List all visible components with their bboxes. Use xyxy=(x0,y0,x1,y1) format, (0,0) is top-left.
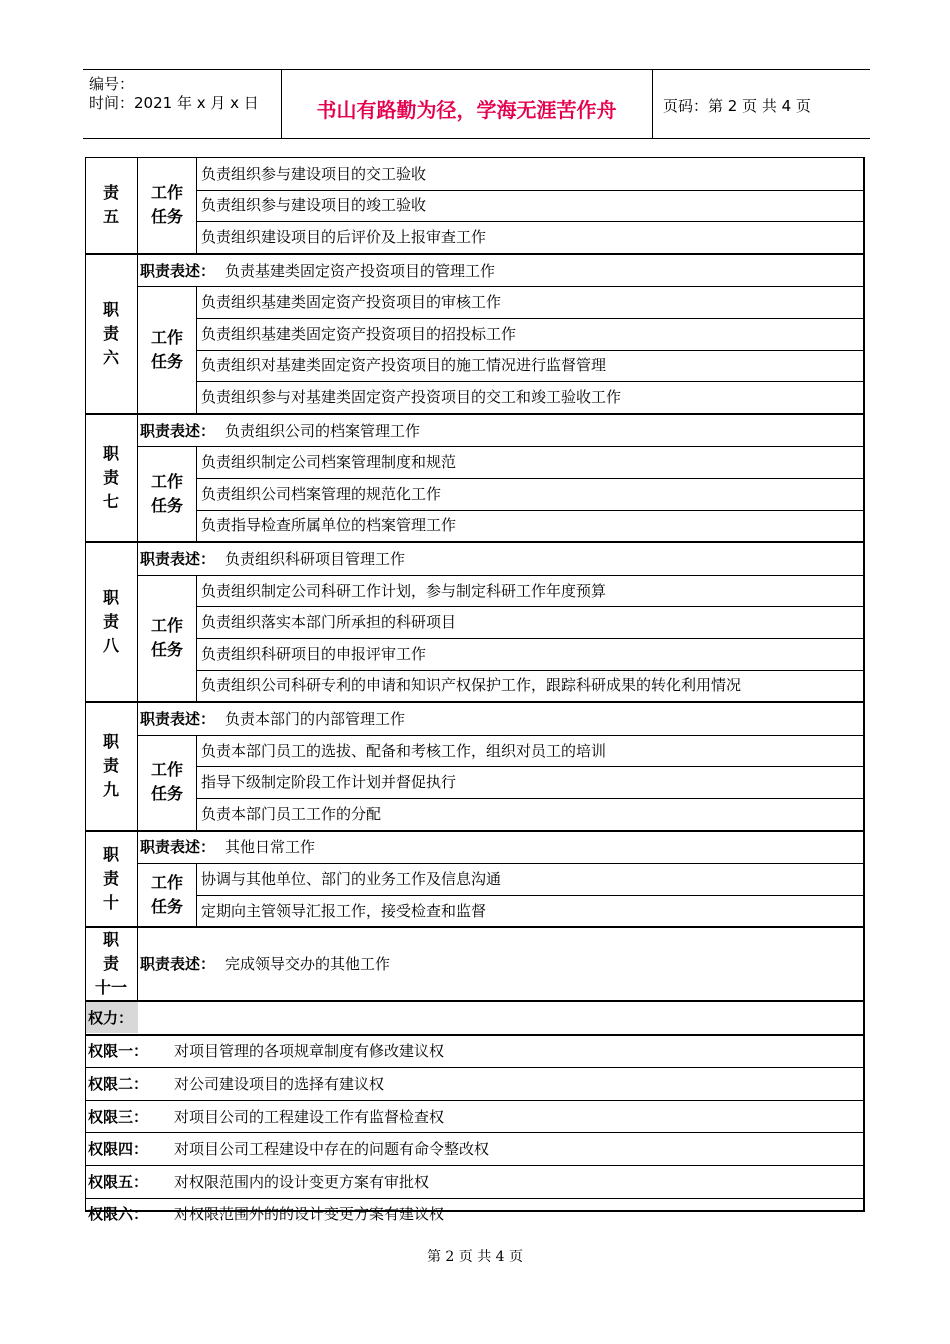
duty-name-char: 责 xyxy=(102,468,119,487)
statement-label: 职责表述： xyxy=(140,710,216,728)
duty-name-char: 职 xyxy=(102,299,119,319)
task-item: 负责组织制定公司档案管理制度和规范 xyxy=(201,453,457,472)
duty-name xyxy=(86,181,136,229)
table-rule xyxy=(196,766,864,767)
task-label-line: 工作 xyxy=(150,471,183,491)
task-item: 负责组织基建类固定资产投资项目的招投标工作 xyxy=(201,324,517,343)
duty-name xyxy=(86,298,136,370)
table-rule xyxy=(196,510,864,511)
task-label-line: 工作 xyxy=(150,327,183,347)
table-rule xyxy=(196,638,864,639)
duty-statement: 完成领导交办的其他工作 xyxy=(225,955,391,974)
task-item: 负责组织公司科研专利的申请和知识产权保护工作，跟踪科研成果的转化利用情况 xyxy=(201,676,742,695)
table-rule xyxy=(196,221,864,222)
table-rule xyxy=(86,413,864,415)
duty-name-char: 职 xyxy=(102,444,119,463)
duty-name-char: 十一 xyxy=(94,978,127,998)
duty-statement: 负责本部门的内部管理工作 xyxy=(225,710,406,728)
task-label-line: 任务 xyxy=(150,784,183,804)
table-rule xyxy=(86,1034,864,1036)
task-item: 负责组织参与建设项目的交工验收 xyxy=(201,164,427,183)
duty-name-char: 五 xyxy=(102,207,119,227)
table-rule xyxy=(196,798,864,799)
table-rule xyxy=(196,318,864,319)
table-rule xyxy=(86,1132,864,1133)
doc-number-label: 编号： xyxy=(89,75,135,93)
duty-name-char: 责 xyxy=(102,756,119,776)
duty-name-char: 责 xyxy=(102,869,119,888)
statement-label: 职责表述： xyxy=(140,838,216,857)
header-motto-cell xyxy=(281,70,653,138)
task-item: 负责组织参与建设项目的竣工验收 xyxy=(201,196,427,215)
power-text: 对项目公司工程建设中存在的问题有命令整改权 xyxy=(174,1140,490,1159)
task-label xyxy=(138,758,196,806)
duty-name-char: 六 xyxy=(102,347,119,367)
duty-name xyxy=(86,928,136,1000)
power-label: 权限一： xyxy=(88,1042,149,1061)
task-item: 负责组织科研项目的申报评审工作 xyxy=(201,644,427,663)
table-rule xyxy=(196,478,864,479)
duty-statement: 其他日常工作 xyxy=(225,838,316,857)
power-text: 对权限范围外的的设计变更方案有建议权 xyxy=(174,1205,445,1224)
task-item: 负责指导检查所属单位的档案管理工作 xyxy=(201,516,457,535)
header-page-cell xyxy=(653,70,870,138)
task-label xyxy=(138,614,196,662)
power-label: 权限二： xyxy=(88,1075,149,1093)
task-item: 定期向主管领导汇报工作，接受检查和监督 xyxy=(201,901,487,920)
power-label: 权限五： xyxy=(88,1172,149,1191)
task-label xyxy=(138,326,196,374)
power-label: 权限三： xyxy=(88,1107,149,1126)
duty-name-char: 责 xyxy=(102,612,119,632)
power-text: 对权限范围内的设计变更方案有审批权 xyxy=(174,1172,430,1191)
task-item: 负责组织公司档案管理的规范化工作 xyxy=(201,484,442,503)
table-rule xyxy=(86,253,864,255)
doc-time-label: 时间：2021 年 x 月 x 日 xyxy=(89,94,259,112)
table-rule xyxy=(137,575,864,576)
task-label xyxy=(138,470,196,518)
power-label: 权限四： xyxy=(88,1140,149,1159)
powers-title: 权力： xyxy=(88,1008,134,1027)
duty-statement: 负责组织公司的档案管理工作 xyxy=(225,421,421,440)
duty-name-char: 职 xyxy=(102,845,119,864)
duty-table xyxy=(85,157,865,1224)
task-item: 指导下级制定阶段工作计划并督促执行 xyxy=(201,773,457,792)
statement-label: 职责表述： xyxy=(140,955,216,974)
power-text: 对项目管理的各项规章制度有修改建议权 xyxy=(174,1042,445,1061)
task-item: 负责组织建设项目的后评价及上报审查工作 xyxy=(201,228,487,246)
table-rule xyxy=(196,350,864,351)
task-item: 负责组织制定公司科研工作计划，参与制定科研工作年度预算 xyxy=(201,581,607,600)
motto-text: 书山有路勤为径，学海无涯苦作舟 xyxy=(316,98,617,122)
duty-name xyxy=(86,586,136,658)
table-rule xyxy=(86,541,864,543)
statement-label: 职责表述： xyxy=(140,261,216,280)
table-rule xyxy=(86,830,864,832)
statement-label: 职责表述： xyxy=(140,421,216,440)
duty-statement: 负责基建类固定资产投资项目的管理工作 xyxy=(225,261,496,280)
table-rule xyxy=(86,1067,864,1068)
task-label-line: 工作 xyxy=(150,872,183,892)
table-rule xyxy=(86,701,864,703)
duty-name-char: 责 xyxy=(102,323,119,343)
page-header xyxy=(83,69,870,139)
task-label xyxy=(138,871,196,919)
duty-name-char: 八 xyxy=(102,636,119,656)
statement-label: 职责表述： xyxy=(140,550,216,568)
table-rule xyxy=(86,926,864,928)
table-rule xyxy=(196,895,864,896)
duty-name-char: 十 xyxy=(102,893,119,912)
duty-name-char: 职 xyxy=(102,930,119,950)
header-info-cell xyxy=(83,70,282,138)
table-rule xyxy=(86,1100,864,1101)
duty-name xyxy=(86,442,136,514)
task-label-line: 工作 xyxy=(150,183,183,203)
duty-name xyxy=(86,843,136,915)
page-footer: 第 2 页 共 4 页 xyxy=(426,1249,524,1265)
page-number-label: 页码：第 2 页 共 4 页 xyxy=(663,97,811,115)
table-rule xyxy=(137,446,864,447)
power-text: 对公司建设项目的选择有建议权 xyxy=(174,1075,385,1093)
task-label-line: 任务 xyxy=(150,896,183,916)
duty-name-char: 职 xyxy=(102,588,119,608)
task-label-line: 任务 xyxy=(150,207,183,227)
task-item: 负责组织对基建类固定资产投资项目的施工情况进行监督管理 xyxy=(201,356,607,375)
table-rule xyxy=(86,1198,864,1199)
duty-name-char: 责 xyxy=(102,183,119,203)
task-label-line: 任务 xyxy=(150,495,183,515)
task-item: 负责本部门员工工作的分配 xyxy=(201,804,382,823)
table-rule xyxy=(196,381,864,382)
duty-name-char: 七 xyxy=(102,492,119,511)
duty-name-char: 职 xyxy=(102,732,119,752)
table-rule xyxy=(196,446,197,541)
table-rule xyxy=(137,735,864,736)
table-rule xyxy=(86,1000,864,1002)
task-label-line: 任务 xyxy=(150,351,183,371)
duty-name-char: 九 xyxy=(102,780,119,800)
duty-statement: 负责组织科研项目管理工作 xyxy=(225,550,406,568)
duty-name xyxy=(86,730,136,802)
task-label-line: 工作 xyxy=(150,616,183,635)
table-rule xyxy=(137,286,864,287)
task-label-line: 工作 xyxy=(150,760,183,780)
task-label xyxy=(138,181,196,229)
table-rule xyxy=(196,158,197,253)
table-rule xyxy=(196,735,197,830)
table-rule xyxy=(86,1165,864,1166)
power-text: 对项目公司的工程建设工作有监督检查权 xyxy=(174,1107,445,1126)
task-item: 负责组织落实本部门所承担的科研项目 xyxy=(201,613,457,632)
table-rule xyxy=(196,670,864,671)
task-label-line: 任务 xyxy=(150,640,183,659)
task-item: 负责组织参与对基建类固定资产投资项目的交工和竣工验收工作 xyxy=(201,388,622,406)
power-label: 权限六： xyxy=(88,1205,149,1224)
table-rule xyxy=(137,928,138,1000)
table-rule xyxy=(196,606,864,607)
table-rule xyxy=(137,863,864,864)
table-rule xyxy=(196,190,864,191)
task-item: 协调与其他单位、部门的业务工作及信息沟通 xyxy=(201,870,502,888)
duty-name-char: 责 xyxy=(102,954,119,974)
task-item: 负责本部门员工的选拔、配备和考核工作，组织对员工的培训 xyxy=(201,741,607,760)
task-item: 负责组织基建类固定资产投资项目的审核工作 xyxy=(201,293,502,312)
